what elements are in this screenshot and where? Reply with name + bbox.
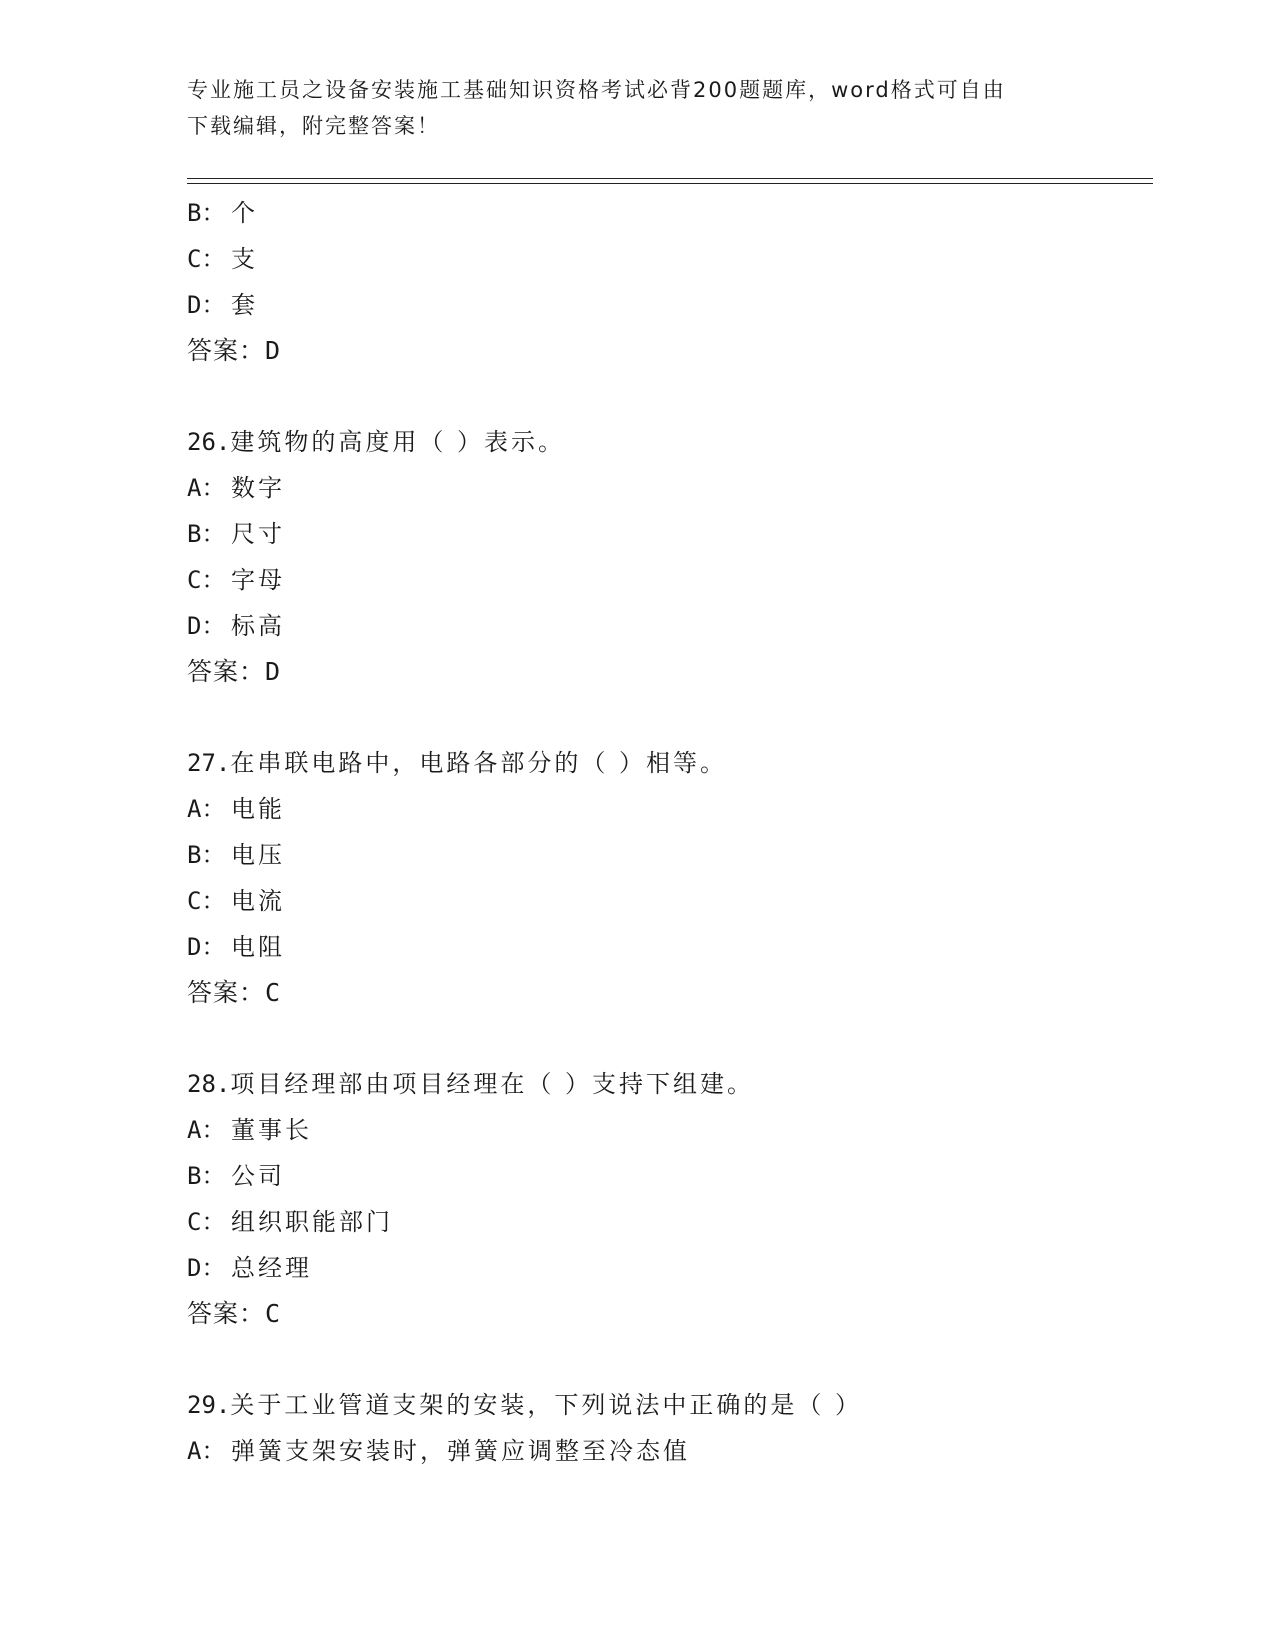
question-list (187, 190, 1153, 1474)
question-text: 关于工业管道支架的安装，下列说法中正确的是（ ） (230, 1391, 862, 1419)
question-stem (187, 740, 1153, 786)
option-key: A： (187, 474, 226, 502)
option-text: 标高 (231, 612, 285, 640)
answer-label: 答案： (187, 1299, 266, 1328)
option-c (187, 878, 1153, 924)
option-key: A： (187, 795, 226, 823)
option-key: C： (187, 566, 226, 594)
option-d (187, 1245, 1153, 1291)
option-text: 公司 (231, 1162, 285, 1190)
option-text: 支 (231, 245, 258, 273)
option-a (187, 786, 1153, 832)
option-a (187, 1107, 1153, 1153)
option-text: 总经理 (231, 1254, 312, 1282)
question-number: 29. (187, 1391, 231, 1419)
option-key: A： (187, 1116, 226, 1144)
question-stem (187, 419, 1153, 465)
option-key: D： (187, 291, 226, 319)
option-key: B： (187, 520, 226, 548)
question-number: 28. (187, 1070, 231, 1098)
option-key: B： (187, 1162, 226, 1190)
option-text: 字母 (231, 566, 285, 594)
answer-label: 答案： (187, 336, 266, 365)
option-d (187, 924, 1153, 970)
question-number: 27. (187, 749, 231, 777)
option-key: C： (187, 887, 226, 915)
answer-value: C (265, 1299, 282, 1328)
option-key: A： (187, 1437, 226, 1465)
header-line-1: 专业施工员之设备安装施工基础知识资格考试必背200题题库，word格式可自由 (187, 78, 1006, 102)
question-text: 在串联电路中，电路各部分的（ ）相等。 (230, 749, 727, 777)
option-text: 董事长 (231, 1116, 312, 1144)
question-25 (187, 190, 1153, 374)
option-text: 电能 (231, 795, 285, 823)
answer-line (187, 1291, 1153, 1337)
question-29 (187, 1382, 1153, 1474)
question-26 (187, 419, 1153, 695)
header-line-2: 下载编辑，附完整答案！ (187, 114, 440, 138)
option-text: 电压 (231, 841, 285, 869)
header-divider-top (187, 178, 1153, 179)
option-b (187, 1153, 1153, 1199)
option-text: 套 (231, 291, 258, 319)
question-stem (187, 1382, 1153, 1428)
option-text: 电阻 (231, 933, 285, 961)
answer-label: 答案： (187, 978, 266, 1007)
answer-line (187, 970, 1153, 1016)
document-header (187, 72, 1067, 144)
option-d (187, 603, 1153, 649)
option-d (187, 282, 1153, 328)
question-text: 项目经理部由项目经理在（ ）支持下组建。 (230, 1070, 754, 1098)
option-key: D： (187, 933, 226, 961)
option-text: 数字 (231, 474, 285, 502)
option-text: 电流 (231, 887, 285, 915)
option-key: C： (187, 1208, 226, 1236)
question-stem (187, 1061, 1153, 1107)
option-c (187, 1199, 1153, 1245)
option-a (187, 1428, 1153, 1474)
question-number: 26. (187, 428, 231, 456)
answer-line (187, 328, 1153, 374)
option-b (187, 511, 1153, 557)
question-text: 建筑物的高度用（ ）表示。 (230, 428, 565, 456)
option-key: D： (187, 1254, 226, 1282)
option-b (187, 832, 1153, 878)
answer-value: C (265, 978, 282, 1007)
question-27 (187, 740, 1153, 1016)
option-key: D： (187, 612, 226, 640)
option-c (187, 236, 1153, 282)
option-key: B： (187, 199, 226, 227)
option-key: C： (187, 245, 226, 273)
question-28 (187, 1061, 1153, 1337)
option-a (187, 465, 1153, 511)
option-text: 尺寸 (231, 520, 285, 548)
option-text: 弹簧支架安装时，弹簧应调整至冷态值 (231, 1437, 690, 1465)
option-text: 个 (231, 199, 258, 227)
answer-label: 答案： (187, 657, 266, 686)
option-key: B： (187, 841, 226, 869)
answer-line (187, 649, 1153, 695)
option-c (187, 557, 1153, 603)
answer-value: D (265, 336, 282, 365)
option-text: 组织职能部门 (231, 1208, 393, 1236)
header-divider-bottom (187, 183, 1153, 184)
option-b (187, 190, 1153, 236)
answer-value: D (265, 657, 282, 686)
